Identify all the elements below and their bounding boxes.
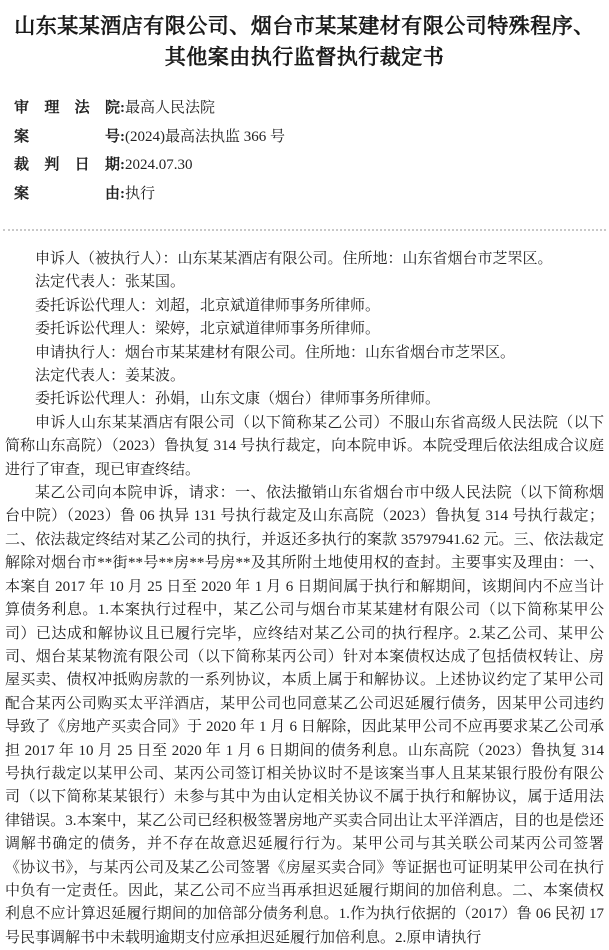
attorney-line-1: 委托诉讼代理人：刘超，北京斌道律师事务所律师。 — [35, 297, 381, 314]
meta-colon: : — [120, 128, 125, 145]
dotted-separator-line — [3, 229, 606, 231]
meta-section — [14, 94, 609, 208]
meta-row-case-number — [14, 123, 609, 152]
meta-colon: : — [120, 157, 125, 173]
party-appellant-line: 申诉人（被执行人）：山东某某酒店有限公司。住所地：山东省烟台市芝罘区。 — [35, 251, 553, 267]
appeal-request-paragraph: 某乙公司向本院申诉，请求：一、依法撤销山东省烟台市中级人民法院（以下简称烟台中院）（2023）鲁 06 执异 131 号执行裁定及山东高院（2023）鲁执复 314 号执行裁定；二、依法裁定终结对某乙公司的执行，并返还多执行的案款 35797941.62 元。三、依法裁定解除对烟台市**街**号**房**号房**及其所附土地使用权的查封。主要事实及理由：一、本案自 2017 年 10 月 25 日至 2020 年 1 月 6 日期间属于执行和解期间，该期间内不应当计算债务利息。1.本案执行过程中，某乙公司与烟台市某某建材有限公司（以下简称某甲公司）已达成和解协议且已履行完毕，应终结对某乙公司的执行程序。2.某乙公司、某甲公司、烟台某某物流有限公司（以下简称某丙公司）针对本案债权达成了包括债权转让、房屋买卖、债权冲抵购房款的一系列协议，本质上属于和解协议。上述协议约定了某甲公司配合某丙公司购买太平洋酒店，某甲公司也同意某乙公司迟延履行债务，因某甲公司违约导致了《房地产买卖合同》于 2020 年 1 月 6 日解除，因此某甲公司不应再要求某乙公司承担 2017 年 10 月 25 日至 2020 年 1 月 6 日期间的债务利息。山东高院（2023）鲁执复 314 号执行裁定以某甲公司、某丙公司签订相关协议时不是该案当事人且某某银行股份有限公司（以下简称某某银行）未参与其中为由认定相关协议不属于执行和解协议，属于适用法律错误。3.本案中，某乙公司已经积极签署房地产买卖合同出让太平洋酒店，目的也是偿还调解书确定的债务，并不存在故意迟延履行行为。某甲公司与其关联公司某丙公司签署《协议书》，与某丙公司及某乙公司签署《房屋买卖合同》等证据也可证明某甲公司在执行中负有一定责任。因此，某乙公司不应当再承担迟延履行期间的加倍利息。二、本案债权利息不应计算迟延履行期间的加倍部分债务利息。1.作为执行依据的（2017）鲁 06 民初 17 号民事调解书中未载明逾期支付应承担迟延履行加倍利息。2.原申请执行 — [5, 485, 604, 946]
meta-label-court: 审理法院 — [14, 100, 120, 116]
meta-value-cause: 执行 — [125, 185, 156, 202]
ruling-document-page — [0, 11, 609, 946]
meta-label-case-number: 案号 — [14, 128, 120, 145]
meta-label-cause: 案由 — [14, 185, 120, 202]
meta-label-judgment-date: 裁判日期 — [14, 157, 120, 173]
legal-representative-line-1: 法定代表人：张某国。 — [35, 274, 186, 291]
meta-colon: : — [120, 185, 125, 202]
meta-value-judgment-date: 2024.07.30 — [125, 157, 193, 173]
meta-row-judgment-date — [14, 151, 609, 180]
meta-colon: : — [120, 100, 125, 116]
case-intro-paragraph: 申诉人山东某某酒店有限公司（以下简称某乙公司）不服山东省高级人民法院（以下简称山东高院）（2023）鲁执复 314 号执行裁定，向本院申诉。本院受理后依法组成合议庭进行了审查，现已审查终结。 — [5, 414, 604, 478]
meta-row-court — [14, 94, 609, 123]
meta-value-case-number: (2024)最高法执监 366 号 — [125, 128, 285, 145]
attorney-line-3: 委托诉讼代理人：孙娟，山东文康（烟台）律师事务所律师。 — [35, 391, 441, 408]
attorney-line-2: 委托诉讼代理人：梁婷，北京斌道律师事务所律师。 — [35, 321, 381, 338]
meta-row-cause — [14, 180, 609, 209]
document-title: 山东某某酒店有限公司、烟台市某某建材有限公司特殊程序、其他案由执行监督执行裁定书 — [14, 14, 595, 69]
legal-representative-line-2: 法定代表人：姜某波。 — [35, 368, 186, 385]
meta-value-court: 最高人民法院 — [125, 100, 216, 116]
party-applicant-line: 申请执行人：烟台市某某建材有限公司。住所地：山东省烟台市芝罘区。 — [35, 344, 516, 361]
